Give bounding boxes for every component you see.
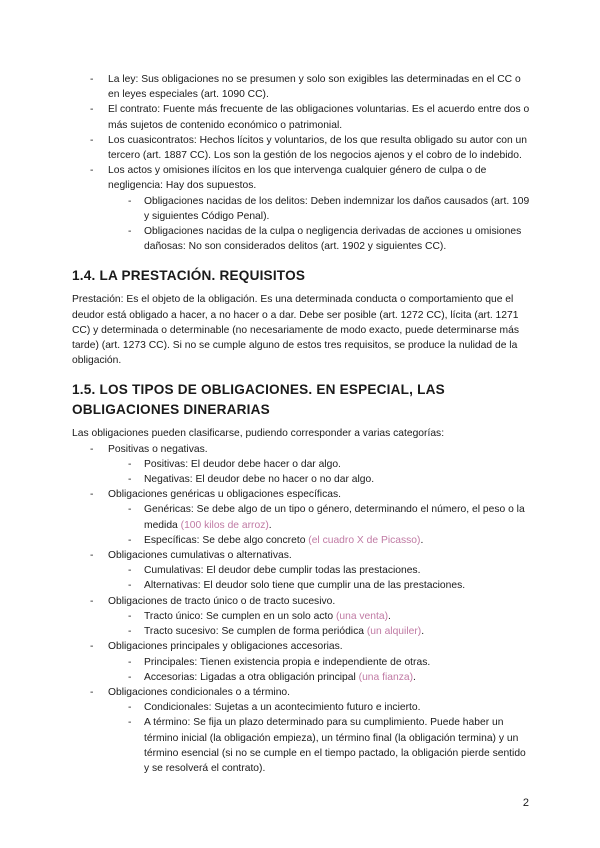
example-text: (un alquiler) xyxy=(366,626,422,638)
list-item: - Obligaciones condicionales o a término. xyxy=(72,685,532,700)
list-item: - El contrato: Fuente más frecuente de las obligaciones voluntarias. Es el acuerdo entre dos o más sujetos de contenido económico o patrimonial. xyxy=(72,102,532,132)
list-item: - Los cuasicontratos: Hechos lícitos y voluntarios, de los que resulta obligado su autor con un tercero (art. 1887 CC). Los son la gestión de los negocios ajenos y el cobro de lo indebido. xyxy=(72,133,532,163)
list-subitem: - Obligaciones nacidas de la culpa o negligencia derivadas de acciones u omisiones dañosas: No son considerados delitos (art. 1902 y siguientes CC). xyxy=(72,224,532,254)
list-item: - Obligaciones cumulativas o alternativas. xyxy=(72,548,532,563)
list-subitem: - Específicas: Se debe algo concreto (el cuadro X de Picasso). xyxy=(72,533,532,548)
list-subitem: - Genéricas: Se debe algo de un tipo o género, determinando el número, el peso o la medida (100 kilos de arroz). xyxy=(72,502,532,532)
list-item: - La ley: Sus obligaciones no se presumen y solo son exigibles las determinadas en el CC o en leyes especiales (art. 1090 CC). xyxy=(72,72,532,102)
list-subitem: - Condicionales: Sujetas a un acontecimiento futuro e incierto. xyxy=(72,700,532,715)
obligation-sources-list xyxy=(72,72,532,254)
list-subitem: - Cumulativas: El deudor debe cumplir todas las prestaciones. xyxy=(72,563,532,578)
list-subitem: - Accesorias: Ligadas a otra obligación principal (una fianza). xyxy=(72,670,532,685)
list-subitem: - Tracto sucesivo: Se cumplen de forma periódica (un alquiler). xyxy=(72,624,532,639)
list-subitem: - Tracto único: Se cumplen en un solo acto (una venta). xyxy=(72,609,532,624)
section-heading-tipos: 1.5. LOS TIPOS DE OBLIGACIONES. EN ESPECIAL, LAS OBLIGACIONES DINERARIAS xyxy=(72,382,445,418)
page-number: 2 xyxy=(522,797,529,809)
list-item: - Positivas o negativas. xyxy=(72,442,532,457)
list-item: - Obligaciones principales y obligaciones accesorias. xyxy=(72,639,532,654)
list-item: - Obligaciones genéricas u obligaciones específicas. xyxy=(72,487,532,502)
list-subitem: - Obligaciones nacidas de los delitos: Deben indemnizar los daños causados (art. 109 y siguientes Código Penal). xyxy=(72,194,532,224)
list-item: - Obligaciones de tracto único o de tracto sucesivo. xyxy=(72,594,532,609)
list-subitem: - Principales: Tienen existencia propia e independiente de otras. xyxy=(72,655,532,670)
example-text: (100 kilos de arroz) xyxy=(180,519,269,531)
example-text: (el cuadro X de Picasso) xyxy=(308,534,421,546)
list-item: - Los actos y omisiones ilícitos en los que intervenga cualquier género de culpa o de negligencia: Hay dos supuestos. xyxy=(72,163,532,193)
section-heading-prestacion: 1.4. LA PRESTACIÓN. REQUISITOS xyxy=(72,268,306,284)
example-text: (una venta) xyxy=(335,610,389,622)
tipos-intro: Las obligaciones pueden clasificarse, pudiendo corresponder a varias categorías: xyxy=(72,428,445,440)
example-text: (una fianza) xyxy=(358,671,414,683)
prestacion-paragraph: Prestación: Es el objeto de la obligación. Es una determinada conducta o comportamiento que el deudor está obligado a hacer, a no hacer o a dar. Debe ser posible (art. 1272 CC), lícita (art. 1271 CC) y determinada o determinable (no necesariamente de modo exacto, puede determinarse más tarde) (art. 1273 CC). Si no se cumple alguno de estos tres requisitos, se produce la nulidad de la obligación. xyxy=(72,294,520,367)
list-subitem: - A término: Se fija un plazo determinado para su cumplimiento. Puede haber un término inicial (la obligación empieza), un término final (la obligación termina) y un término esencial (si no se cumple en el tiempo pactado, la obligación pierde sentido y se resolverá el contrato). xyxy=(72,715,532,776)
obligation-types-list xyxy=(72,442,532,776)
list-subitem: - Alternativas: El deudor solo tiene que cumplir una de las prestaciones. xyxy=(72,578,532,593)
list-subitem: - Positivas: El deudor debe hacer o dar algo. xyxy=(72,457,532,472)
page-content xyxy=(72,72,532,776)
list-subitem: - Negativas: El deudor debe no hacer o no dar algo. xyxy=(72,472,532,487)
